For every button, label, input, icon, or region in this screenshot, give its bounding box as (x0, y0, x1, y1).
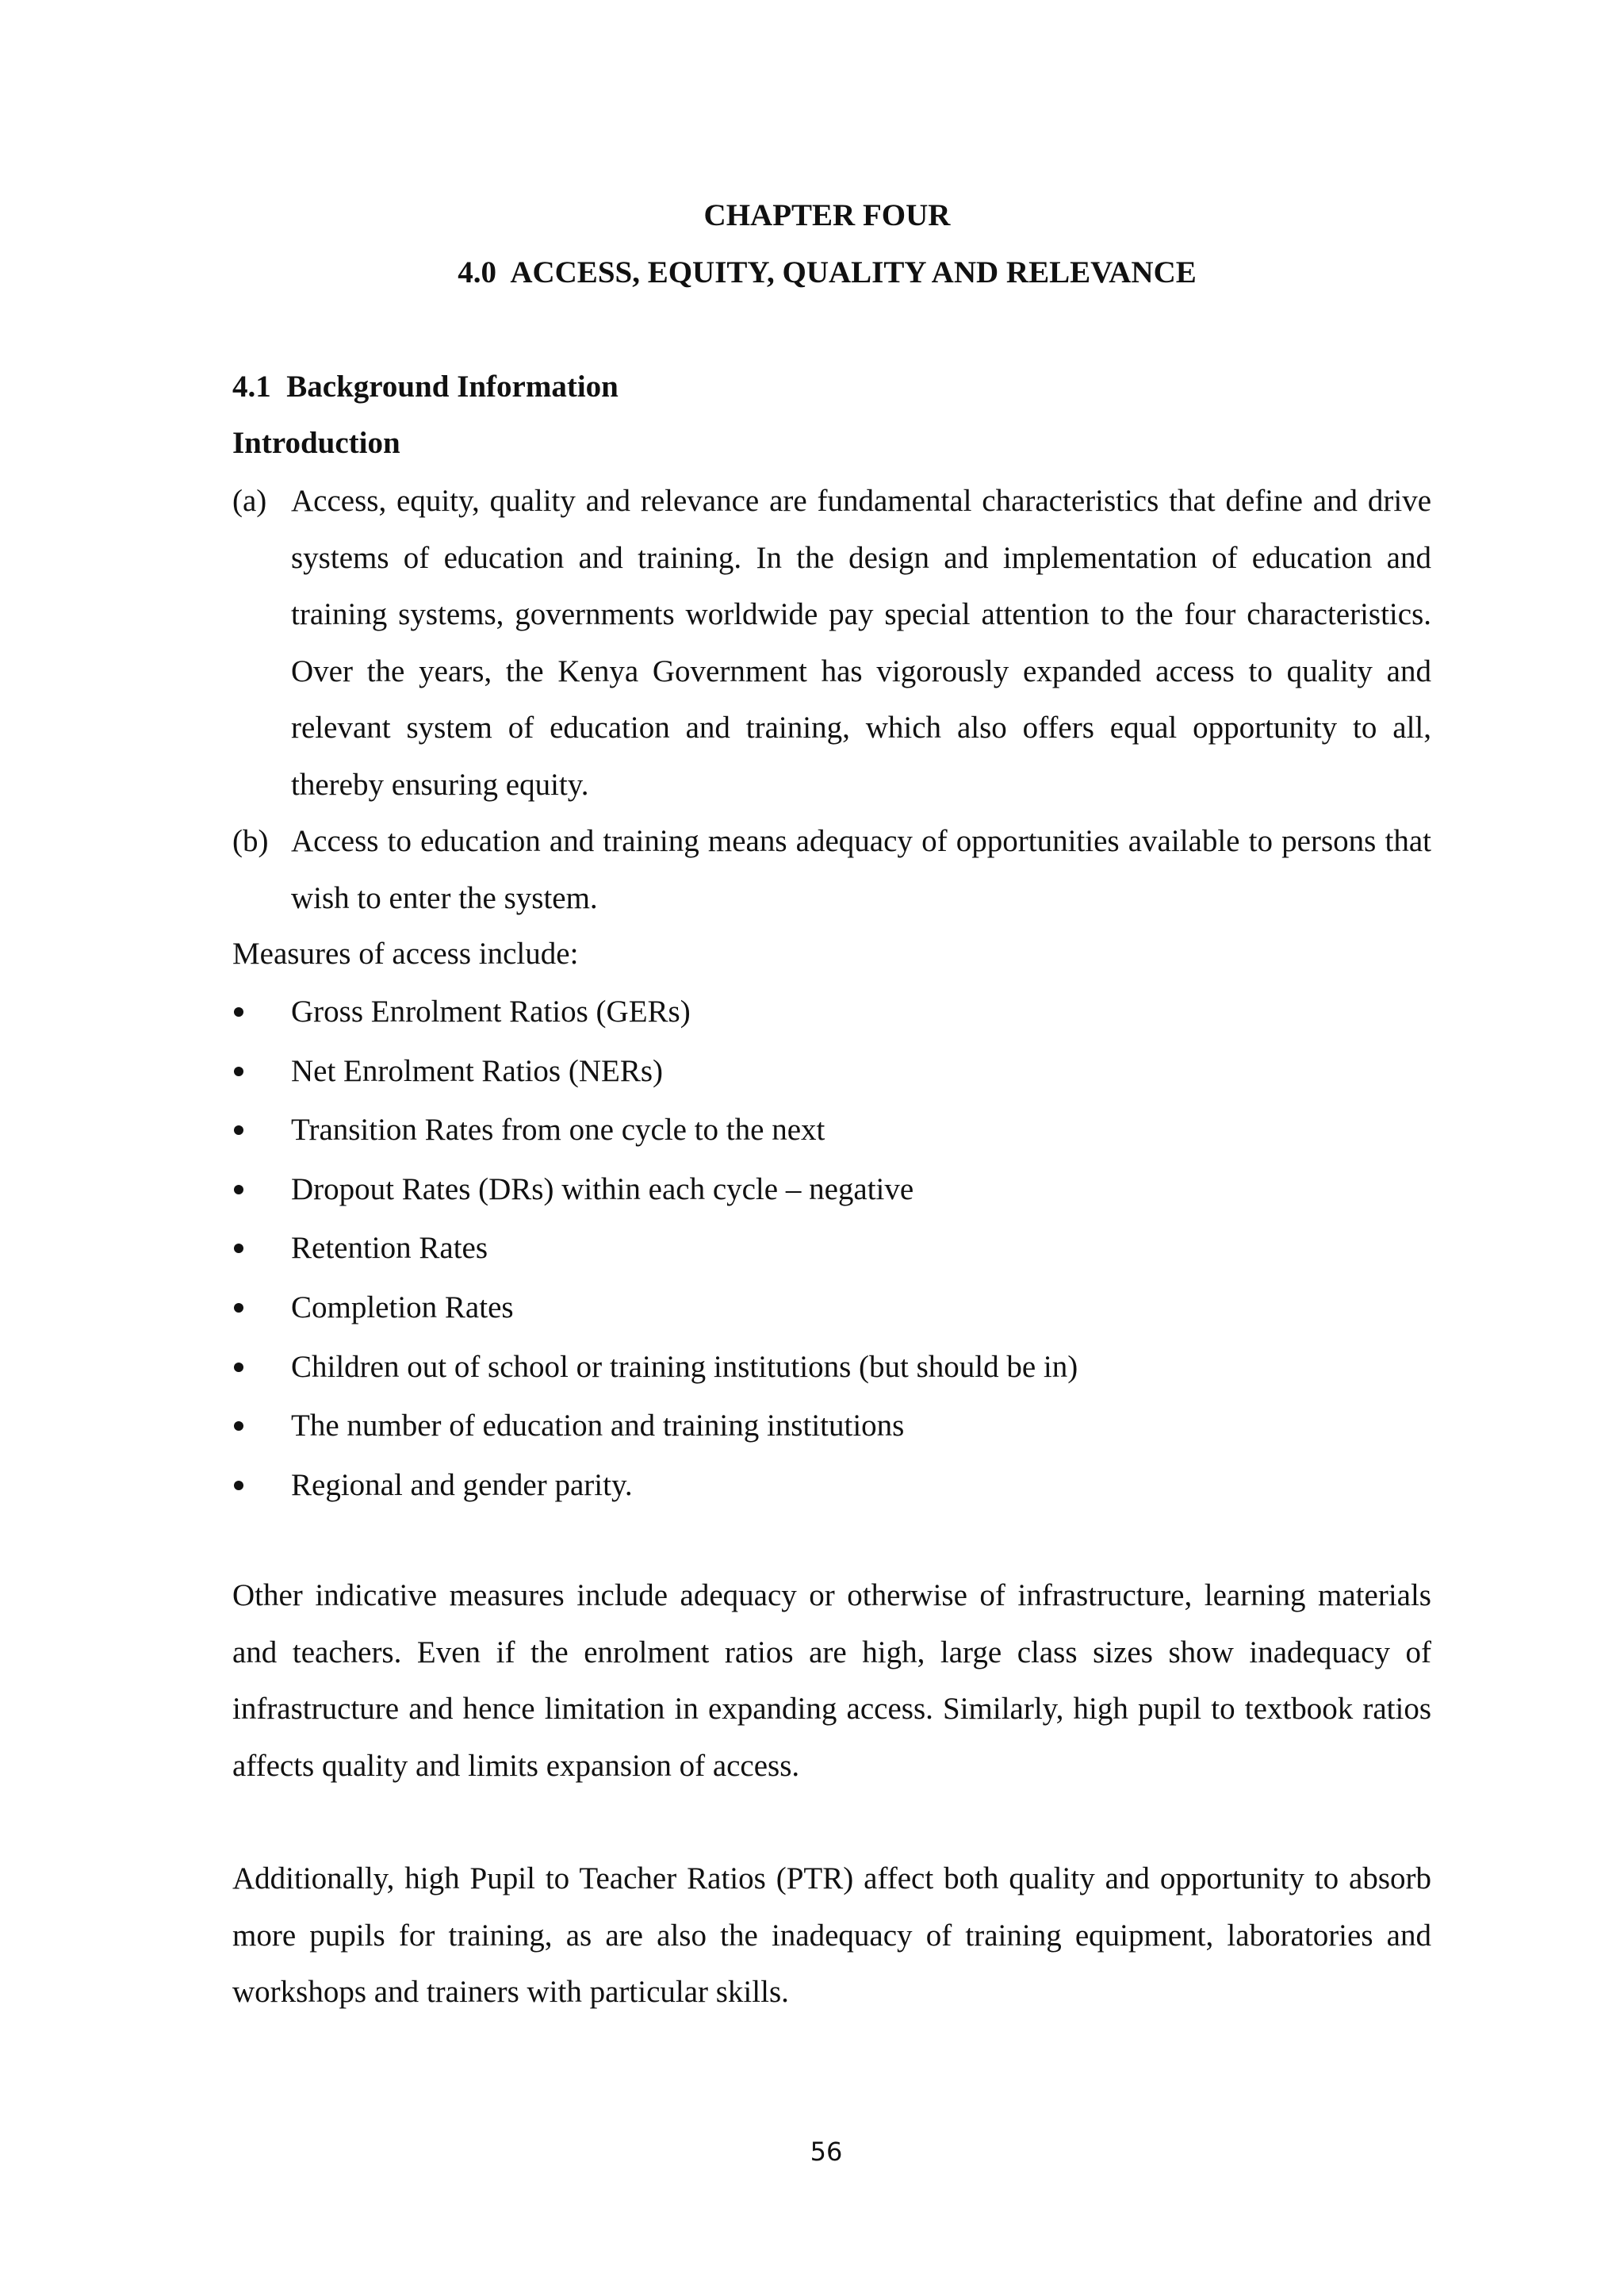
bullet-icon (234, 1185, 243, 1194)
bullet-icon (234, 1363, 243, 1372)
bullet-icon (234, 1421, 243, 1431)
list-item-b (232, 813, 1431, 926)
bullet-text: Retention Rates (291, 1231, 488, 1266)
bullet-icon (234, 1007, 243, 1017)
bullet-icon (234, 1481, 243, 1490)
bullet-text: Transition Rates from one cycle to the next (291, 1113, 825, 1148)
measures-intro: Measures of access include: (232, 937, 579, 971)
item-marker: (a) (232, 484, 267, 518)
item-text: Access to education and training means adequacy of opportunities available to persons that wish to enter the system. (291, 824, 1431, 915)
chapter-label: CHAPTER FOUR (703, 198, 951, 232)
bullet-text: The number of education and training institutions (291, 1409, 905, 1443)
bullet-text: Completion Rates (291, 1290, 514, 1324)
introduction-heading: Introduction (232, 426, 400, 460)
bullet-text: Net Enrolment Ratios (NERs) (291, 1053, 664, 1088)
bullet-icon (234, 1067, 243, 1076)
section-heading: 4.1 Background Information (232, 370, 619, 404)
bullet-icon (234, 1244, 243, 1253)
chapter-title: 4.0 ACCESS, EQUITY, QUALITY AND RELEVANCE (458, 255, 1197, 289)
paragraph-other-measures: Other indicative measures include adequacy or otherwise of infrastructure, learning materials and teachers. Even if the enrolment ratios are high, large class sizes show inadequacy of infrastructure and hence limitation in expanding access. Similarly, high pupil to textbook ratios affects quality and limits expansion of access. (232, 1578, 1431, 1783)
list-item-a (232, 473, 1431, 813)
page-number: 56 (810, 2137, 843, 2167)
bullet-icon (234, 1125, 243, 1135)
item-text: Access, equity, quality and relevance are fundamental characteristics that define and drive systems of education and training. In the design and implementation of education and training systems, governments worldwide pay special attention to the four characteristics. Over the years, the Kenya Government has vigorously expanded access to quality and relevant system of education and training, which also offers equal opportunity to all, thereby ensuring equity. (291, 484, 1431, 802)
bullet-icon (234, 1303, 243, 1313)
item-marker: (b) (232, 824, 269, 858)
bullet-text: Regional and gender parity. (291, 1467, 633, 1502)
bullet-text: Children out of school or training institutions (but should be in) (291, 1349, 1078, 1384)
bullet-text: Dropout Rates (DRs) within each cycle – negative (291, 1171, 914, 1206)
bullet-text: Gross Enrolment Ratios (GERs) (291, 995, 691, 1029)
paragraph-additional: Additionally, high Pupil to Teacher Ratios (PTR) affect both quality and opportunity to absorb more pupils for training, as are also the inadequacy of training equipment, laboratories and workshops and trainers with particular skills. (232, 1861, 1431, 2009)
